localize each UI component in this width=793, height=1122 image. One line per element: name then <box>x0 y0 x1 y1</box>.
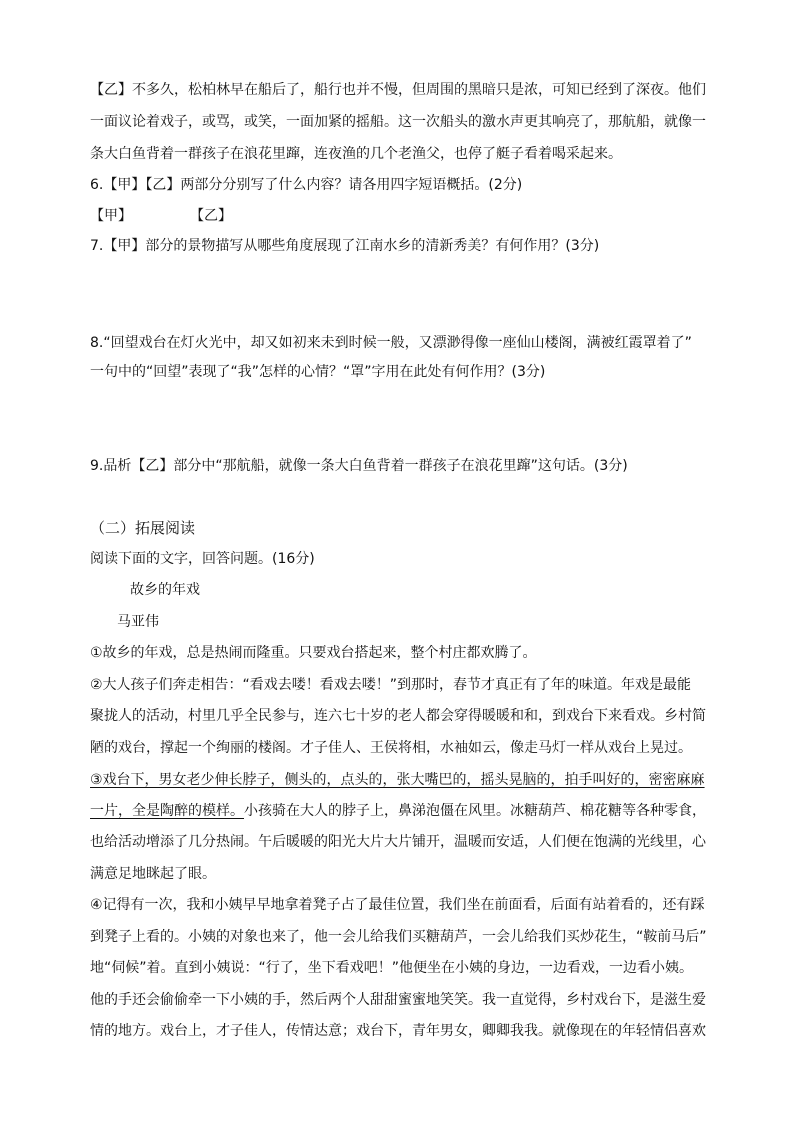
paragraph-2-line-2: 聚拢人的活动，村里几乎全民参与，连六七十岁的老人都会穿得暖暖和和，到戏台下来看戏。乡村简 <box>90 708 706 724</box>
paragraph-2-line-1: ②大人孩子们奔走相告：“看戏去喽！看戏去喽！”到那时，春节才真正有了年的味道。年戏是最能 <box>90 677 692 693</box>
question-8-line-2: 一句中的“回望”表现了“我”怎样的心情？“罩”字用在此处有何作用？(3分) <box>90 364 546 380</box>
section-instruction: 阅读下面的文字，回答问题。(16分) <box>90 551 315 567</box>
paragraph-4-line-5: 情的地方。戏台上，才子佳人，传情达意；戏台下，青年男女，卿卿我我。就像现在的年轻情侣喜欢 <box>90 1023 706 1039</box>
q6-answer-jia-label: 【甲】 <box>90 208 132 224</box>
article-author: 马亚伟 <box>117 614 159 630</box>
question-9: 9.品析【乙】部分中“那航船，就像一条大白鱼背着一群孩子在浪花里蹿”这句话。(3分) <box>90 458 628 474</box>
q6-answer-yi-label: 【乙】 <box>190 208 232 224</box>
paragraph-3-continuation: 小孩骑在大人的脖子上，鼻涕泡僵在风里。冰糖葫芦、棉花糖等各种零食， <box>244 803 706 819</box>
paragraph-1: ①故乡的年戏，总是热闹而隆重。只要戏台搭起来，整个村庄都欢腾了。 <box>90 645 537 661</box>
paragraph-4-line-4: 他的手还会偷偷牵一下小姨的手，然后两个人甜甜蜜蜜地笑笑。我一直觉得，乡村戏台下，是滋生爱 <box>90 992 706 1008</box>
paragraph-4-line-2: 到凳子上看的。小姨的对象也来了，他一会儿给我们买糖葫芦，一会儿给我们买炒花生，“鞍前马后” <box>90 929 707 945</box>
paragraph-4-line-1: ④记得有一次，我和小姨早早地拿着凳子占了最佳位置，我们坐在前面看，后面有站着看的，还有踩 <box>90 897 705 913</box>
section-heading: （二）拓展阅读 <box>90 519 196 537</box>
question-6: 6.【甲】【乙】两部分分别写了什么内容？请各用四字短语概括。(2分) <box>90 177 523 193</box>
paragraph-3-line-1: ③戏台下，男女老少伸长脖子，侧头的，点头的，张大嘴巴的，摇头晃脑的，拍手叫好的，密密麻麻 <box>90 772 705 788</box>
paragraph-3-line-3: 也给活动增添了几分热闹。午后暖暖的阳光大片大片铺开，温暖而安适，人们便在饱满的光线里，心 <box>90 834 706 850</box>
paragraph-3-line-2 <box>90 801 706 821</box>
passage-yi-line-3: 条大白鱼背着一群孩子在浪花里蹿，连夜渔的几个老渔父，也停了艇子看着喝采起来。 <box>90 146 622 162</box>
passage-yi-line-1: 【乙】不多久，松柏林早在船后了，船行也并不慢，但周围的黑暗只是浓，可知已经到了深夜。他们 <box>90 82 706 98</box>
paragraph-2-line-3: 陋的戏台，撑起一个绚丽的楼阁。才子佳人、王侯将相，水袖如云，像走马灯一样从戏台上晃过。 <box>90 740 692 756</box>
paragraph-3-underlined-end: 一片，全是陶醉的模样。 <box>90 803 244 819</box>
question-8-line-1: 8.“回望戏台在灯火光中，却又如初来未到时候一般，又漂渺得像一座仙山楼阁，满被红霞罩着了” <box>90 335 692 351</box>
paragraph-3-line-4: 满意足地眯起了眼。 <box>90 866 216 882</box>
passage-yi-line-2: 一面议论着戏子，或骂，或笑，一面加紧的摇船。这一次船头的激水声更其响亮了，那航船，就像一 <box>90 114 706 130</box>
paragraph-4-line-3: 地“伺候”着。直到小姨说：“行了，坐下看戏吧！”他便坐在小姨的身边，一边看戏，一边看小姨。 <box>90 960 694 976</box>
question-7: 7.【甲】部分的景物描写从哪些角度展现了江南水乡的清新秀美？有何作用？(3分) <box>90 238 600 254</box>
article-title: 故乡的年戏 <box>130 582 200 598</box>
